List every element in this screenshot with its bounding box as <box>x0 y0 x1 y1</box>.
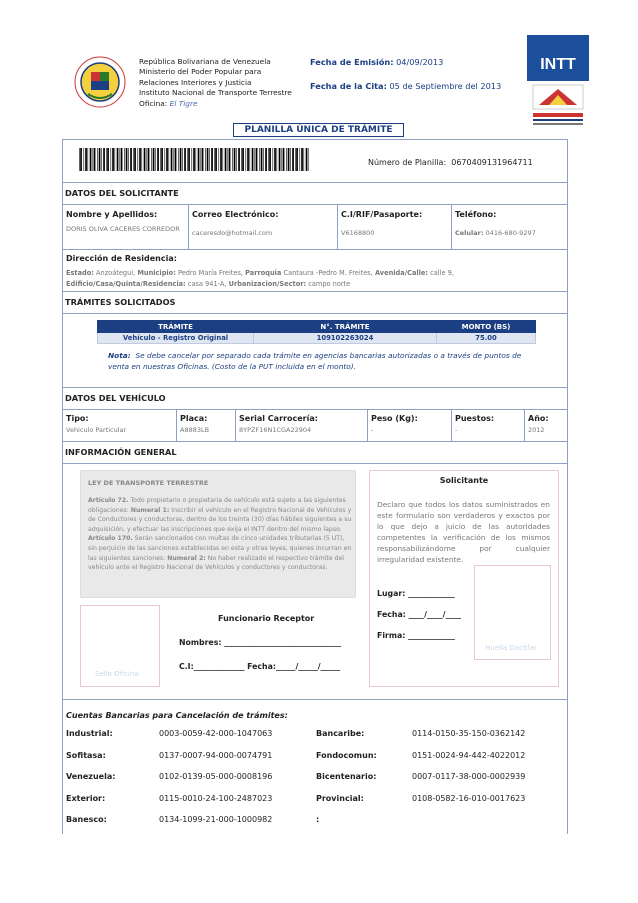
barcode-bar <box>128 148 129 171</box>
art170-text: Serán sancionados con multas de cinco unidades tributarias (5 UT), sin perjuicio de las sanciones establecidas en esta y otras leyes, quienes incurran en las siguientes sanciones: <box>88 535 352 562</box>
bank-name: : <box>316 815 320 824</box>
firma-field: Firma: ____________ <box>377 631 455 640</box>
barcode-bar <box>103 148 105 171</box>
parroquia-value: Cantaura -Pedro M. Freites, <box>283 269 373 277</box>
barcode-bar <box>165 148 166 171</box>
email-value: caceresdo@hotmail.com <box>192 229 273 237</box>
org-lines <box>139 57 292 109</box>
barcode-bar <box>126 148 128 171</box>
office-line <box>139 99 292 109</box>
municipio-value: Pedro María Freites, <box>177 269 243 277</box>
serial-value: 8YPZF16N1CGA22904 <box>239 426 312 434</box>
barcode-bar <box>88 148 89 171</box>
date-block <box>310 57 501 92</box>
barcode-bar <box>90 148 92 171</box>
ano-value: 2012 <box>528 426 545 434</box>
org-line: Relaciones Interiores y Justicia <box>139 77 252 87</box>
divider <box>62 313 568 314</box>
art72-num-label: Numeral 1: <box>130 506 170 514</box>
bank-name: Sofitasa: <box>66 750 106 760</box>
barcode-bar <box>106 148 107 171</box>
edificio-label: Edificio/Casa/Quinta/Residencia: <box>66 279 186 288</box>
divider <box>235 409 236 441</box>
barcode-bar <box>147 148 148 171</box>
barcode-bar <box>219 148 220 171</box>
intt-logo <box>527 35 589 133</box>
issue-date-label: Fecha de Emisión: <box>310 57 394 67</box>
receptor-names: Nombres: ______________________________ <box>179 638 342 647</box>
barcode-bar <box>306 148 308 171</box>
barcode-bar <box>265 148 267 171</box>
barcode-bar <box>174 148 175 171</box>
barcode-bar <box>84 148 85 171</box>
bank-accounts-title: Cuentas Bancarias para Cancelación de trámites: <box>66 711 288 720</box>
peso-value: - <box>371 426 374 434</box>
table-cell: 75.00 <box>437 333 536 344</box>
section-vehiculo: DATOS DEL VEHÍCULO <box>62 387 568 409</box>
barcode-bar <box>130 148 132 171</box>
bank-account: 0007-0117-38-000-0002939 <box>412 772 526 781</box>
barcode-bar <box>283 148 285 171</box>
barcode-bar <box>246 148 247 171</box>
barcode-bar <box>259 148 260 171</box>
barcode-bar <box>166 148 168 171</box>
barcode-bar <box>79 148 80 171</box>
bank-name: Bancaribe: <box>316 729 365 738</box>
serial-label: Serial Carrocería: <box>239 414 318 423</box>
barcode-bar <box>148 148 150 171</box>
barcode-bar <box>188 148 190 171</box>
section-info: INFORMACIÓN GENERAL <box>62 441 568 463</box>
org-line: Instituto Nacional de Transporte Terrestre <box>139 88 292 98</box>
art170-num-text: No haber realizado el respectivo trámite del vehículo ante el Registro Nacional de Vehículos y conductores y conductoras. <box>88 554 344 572</box>
residence-label: Dirección de Residencia: <box>66 254 177 263</box>
barcode-bar <box>138 148 139 171</box>
barcode-bar <box>178 148 179 171</box>
barcode-bar <box>247 148 249 171</box>
divider <box>451 409 452 441</box>
barcode-bar <box>115 148 116 171</box>
barcode-bar <box>193 148 195 171</box>
note-text: Se debe cancelar por separado cada trámite en agencias bancarias autorizadas o a través de puntos de venta en nuestras Oficinas. (Costo de la PUT incluida en el monto). <box>108 351 522 371</box>
barcode-bar <box>225 148 227 171</box>
divider <box>62 249 568 250</box>
barcode-bar <box>290 148 291 171</box>
section-tramites: TRÁMITES SOLICITADOS <box>62 291 568 313</box>
office-label: Oficina: <box>139 98 168 108</box>
fingerprint-label: Huella Dactilar <box>485 644 537 652</box>
barcode-bar <box>255 148 256 171</box>
ano-label: Año: <box>528 414 549 423</box>
barcode-bar <box>144 148 146 171</box>
barcode-bar <box>184 148 186 171</box>
law-text <box>88 496 352 573</box>
bank-account: 0115-0010-24-100-2487023 <box>159 793 273 803</box>
barcode-bar <box>238 148 240 171</box>
barcode-bar <box>236 148 237 171</box>
barcode-bar <box>252 148 254 171</box>
phone-number: 0416-680-9297 <box>485 229 536 237</box>
planilla-number <box>368 158 533 167</box>
office-value: El Tigre <box>169 98 198 108</box>
barcode-bar <box>201 148 202 171</box>
puestos-label: Puestos: <box>455 414 495 423</box>
barcode-bar <box>97 148 98 171</box>
divider <box>176 409 177 441</box>
barcode-bar <box>295 148 296 171</box>
barcode-bar <box>160 148 161 171</box>
phone-sub-label: Celular: <box>455 229 484 237</box>
barcode <box>79 148 309 171</box>
receptor-title: Funcionario Receptor <box>218 614 315 623</box>
barcode-bar <box>182 148 183 171</box>
estado-label: Estado: <box>66 269 94 277</box>
art72-label: Artículo 72. <box>88 497 129 504</box>
divider <box>62 699 568 700</box>
applicant-declaration: Declaro que todos los datos suministrados en este formulario son verdaderos y exactos por lo que dejo a juicio de las autoridades competentes la verificación de los mismos responsabilizándome por cualquier irregularidad existente. <box>377 500 550 564</box>
barcode-bar <box>94 148 96 171</box>
divider <box>367 409 368 441</box>
table-header: TRÁMITE <box>98 321 254 333</box>
barcode-bar <box>121 148 123 171</box>
barcode-bar <box>274 148 276 171</box>
barcode-bar <box>228 148 229 171</box>
issue-date-value: 04/09/2013 <box>396 57 444 67</box>
table-header: N°. TRÁMITE <box>254 321 437 333</box>
art72-num-text: Inscribir el vehículo en el Registro Nacional de Vehículos y de Conductores y conductoras, dentro de los treinta (30) días hábiles siguientes a su adquisición, y efectuar las inscripciones que exija el INTT dentro del mismo lapso. <box>88 506 352 533</box>
tramites-table <box>97 320 536 344</box>
peso-label: Peso (Kg): <box>371 414 418 423</box>
barcode-bar <box>124 148 125 171</box>
phone-value <box>455 229 536 238</box>
barcode-bar <box>268 148 269 171</box>
barcode-bar <box>211 148 213 171</box>
barcode-bar <box>139 148 141 171</box>
urbanizacion-value: campo norte <box>308 279 351 288</box>
bank-account: 0003-0059-42-000-1047063 <box>159 729 273 738</box>
ci-label: C.I/RIF/Pasaporte: <box>341 210 423 219</box>
name-value: DORIS OLIVA CACERES CORREDOR <box>66 225 180 233</box>
email-label: Correo Electrónico: <box>192 210 279 219</box>
barcode-bar <box>192 148 193 171</box>
barcode-bar <box>161 148 163 171</box>
barcode-bar <box>301 148 303 171</box>
barcode-bar <box>205 148 206 171</box>
barcode-bar <box>196 148 197 171</box>
barcode-bar <box>304 148 305 171</box>
barcode-bar <box>175 148 177 171</box>
barcode-bar <box>117 148 119 171</box>
placa-value: A8883LB <box>180 426 210 434</box>
ci-value: V6168800 <box>341 229 375 237</box>
org-line: República Bolivariana de Venezuela <box>139 57 271 66</box>
barcode-bar <box>157 148 159 171</box>
barcode-bar <box>202 148 204 171</box>
parroquia-label: Parroquia <box>245 269 282 277</box>
barcode-bar <box>151 148 152 171</box>
barcode-bar <box>261 148 263 171</box>
barcode-bar <box>133 148 134 171</box>
avenida-value: calle 9, <box>430 269 454 277</box>
lugar-field: Lugar: ____________ <box>377 589 455 598</box>
barcode-bar <box>223 148 224 171</box>
divider <box>62 409 568 410</box>
bank-name: Bicentenario: <box>316 772 377 781</box>
urbanizacion-label: Urbanizacion/Sector: <box>228 279 307 288</box>
receptor-ci-date: C.I:_____________ Fecha:_____/_____/_____ <box>179 662 341 671</box>
barcode-bar <box>112 148 114 171</box>
barcode-bar <box>292 148 294 171</box>
barcode-bar <box>187 148 188 171</box>
avenida-label: Avenida/Calle: <box>374 269 429 277</box>
barcode-bar <box>269 148 271 171</box>
barcode-bar <box>214 148 215 171</box>
org-line: Ministerio del Poder Popular para <box>139 67 262 77</box>
bank-account: 0151-0024-94-442-4022012 <box>412 750 526 760</box>
note-label: Nota: <box>108 351 131 360</box>
barcode-bar <box>241 148 242 171</box>
appointment-date-value: 05 de Septiembre del 2013 <box>389 81 502 91</box>
barcode-bar <box>273 148 274 171</box>
seal-label: Sello Oficina <box>95 670 139 678</box>
barcode-bar <box>80 148 82 171</box>
barcode-bar <box>209 148 210 171</box>
art170-num-label: Numeral 2: <box>167 554 206 562</box>
bank-account: 0114-0150-35-150-0362142 <box>412 729 526 738</box>
appointment-date-label: Fecha de la Cita: <box>310 81 387 91</box>
residence-value <box>66 268 556 289</box>
barcode-bar <box>300 148 301 171</box>
barcode-bar <box>234 148 236 171</box>
law-title: LEY DE TRANSPORTE TERRESTRE <box>88 479 209 487</box>
bank-name: Exterior: <box>66 793 106 803</box>
bank-account: 0137-0007-94-000-0074791 <box>159 750 273 760</box>
barcode-bar <box>142 148 143 171</box>
divider <box>188 204 189 249</box>
edificio-value: casa 941-A, <box>187 279 227 288</box>
coat-of-arms-seal <box>74 56 126 108</box>
divider <box>337 204 338 249</box>
barcode-bar <box>263 148 264 171</box>
divider <box>62 204 568 205</box>
bank-name: Banesco: <box>66 815 107 824</box>
phone-label: Teléfono: <box>455 210 497 219</box>
barcode-bar <box>232 148 233 171</box>
barcode-bar <box>229 148 231 171</box>
bank-name: Industrial: <box>66 729 113 738</box>
barcode-bar <box>93 148 94 171</box>
estado-value: Anzoátegui, <box>96 269 136 277</box>
puestos-value: - <box>455 426 458 434</box>
divider <box>524 409 525 441</box>
barcode-bar <box>286 148 287 171</box>
planilla-label: Número de Planilla: <box>368 158 447 167</box>
table-cell: 109102263024 <box>254 333 437 344</box>
barcode-bar <box>85 148 87 171</box>
barcode-bar <box>207 148 209 171</box>
municipio-label: Municipio: <box>137 269 176 277</box>
barcode-bar <box>296 148 298 171</box>
planilla-value: 0670409131964711 <box>451 158 533 167</box>
payment-note <box>108 351 528 372</box>
bank-name: Provincial: <box>316 793 364 803</box>
art72-text: Todo propietario o propietaria de vehículo está sujeto a las siguientes obligaciones: <box>88 497 346 514</box>
tipo-value: Vehiculo Particular <box>66 426 127 434</box>
barcode-bar <box>220 148 222 171</box>
name-label: Nombre y Apellidos: <box>66 210 158 219</box>
barcode-bar <box>282 148 283 171</box>
barcode-bar <box>309 148 310 171</box>
bank-name: Fondocomun: <box>316 750 377 760</box>
barcode-bar <box>250 148 251 171</box>
art170-label: Artículo 170. <box>88 535 133 543</box>
barcode-bar <box>107 148 109 171</box>
barcode-bar <box>279 148 281 171</box>
bank-account: 0102-0139-05-000-0008196 <box>159 772 273 781</box>
fecha-field: Fecha: ____/____/____ <box>377 610 462 619</box>
placa-label: Placa: <box>180 414 208 423</box>
divider <box>62 463 568 464</box>
divider <box>451 204 452 249</box>
page-title: PLANILLA ÚNICA DE TRÁMITE <box>233 123 404 137</box>
barcode-bar <box>277 148 278 171</box>
barcode-bar <box>171 148 173 171</box>
bank-account: 0134-1099-21-000-1000982 <box>159 815 273 824</box>
barcode-bar <box>111 148 112 171</box>
table-header: MONTO (BS) <box>437 321 536 333</box>
table-row <box>98 333 536 344</box>
barcode-bar <box>288 148 290 171</box>
barcode-bar <box>120 148 121 171</box>
intt-logo-text: INTT <box>540 56 576 73</box>
barcode-bar <box>153 148 155 171</box>
bank-account: 0108-0582-16-010-0017623 <box>412 793 526 803</box>
barcode-bar <box>101 148 102 171</box>
barcode-bar <box>180 148 182 171</box>
bank-name: Venezuela: <box>66 772 116 781</box>
barcode-bar <box>242 148 244 171</box>
barcode-bar <box>155 148 156 171</box>
barcode-bar <box>169 148 170 171</box>
tipo-label: Tipo: <box>66 414 89 423</box>
barcode-bar <box>99 148 101 171</box>
barcode-bar <box>198 148 200 171</box>
table-cell: Vehículo - Registro Original <box>98 333 254 344</box>
barcode-bar <box>134 148 136 171</box>
barcode-bar <box>215 148 217 171</box>
barcode-bar <box>256 148 258 171</box>
section-solicitante: DATOS DEL SOLICITANTE <box>62 182 568 204</box>
applicant-title: Solicitante <box>439 476 489 485</box>
